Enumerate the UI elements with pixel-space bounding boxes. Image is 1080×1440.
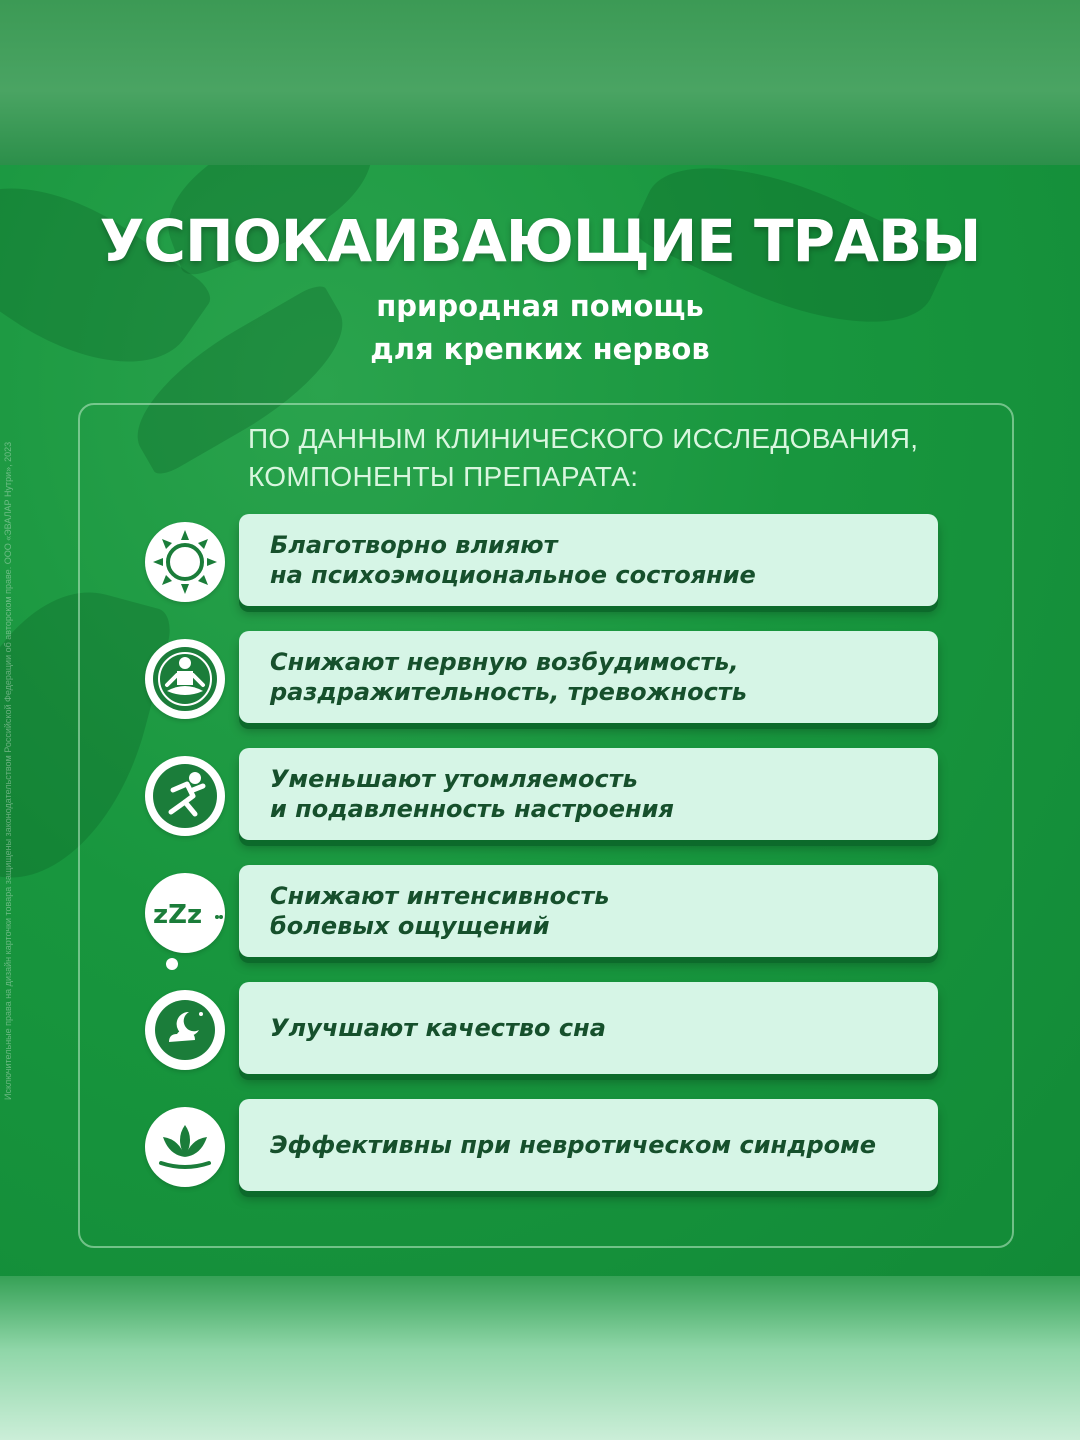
intro-line: КОМПОНЕНТЫ ПРЕПАРАТА:: [248, 461, 639, 492]
benefit-row: [0, 631, 1080, 726]
zzz-sleep-icon: [145, 873, 225, 953]
benefit-line: Снижают интенсивность: [270, 882, 610, 910]
benefit-card: [239, 865, 938, 957]
subtitle-line: природная помощь: [376, 289, 704, 323]
benefit-row: [0, 982, 1080, 1077]
intro-text: [248, 420, 1008, 496]
benefit-text: [239, 647, 747, 707]
intro-line: ПО ДАННЫМ КЛИНИЧЕСКОГО ИССЛЕДОВАНИЯ,: [248, 423, 919, 454]
benefit-card: [239, 982, 938, 1074]
benefit-line: Эффективны при невротическом синдроме: [270, 1131, 877, 1159]
benefit-line: Улучшают качество сна: [270, 1014, 606, 1042]
page-title: УСПОКАИВАЮЩИЕ ТРАВЫ: [99, 207, 981, 275]
bottom-blur-band: [0, 1276, 1080, 1440]
benefit-line: раздражительность, тревожность: [270, 678, 747, 706]
sun-icon: [145, 522, 225, 602]
copyright-notice: [3, 1086, 763, 1100]
benefit-card: [239, 1099, 938, 1191]
svg-text:zZz: zZz: [153, 900, 203, 930]
benefit-row: [0, 1099, 1080, 1194]
benefit-line: Благотворно влияют: [270, 531, 558, 559]
benefit-text: [239, 530, 756, 590]
benefit-text: [239, 764, 674, 824]
benefit-row: [0, 748, 1080, 843]
running-person-icon: [145, 756, 225, 836]
benefit-line: Уменьшают утомляемость: [270, 765, 638, 793]
poster: [0, 165, 1080, 1276]
benefit-line: Снижают нервную возбудимость,: [270, 648, 739, 676]
benefit-line: и подавленность настроения: [270, 795, 674, 823]
benefit-row: [0, 865, 1080, 960]
benefit-text: [239, 1130, 876, 1160]
subtitle-line: для крепких нервов: [370, 332, 710, 366]
benefit-card: [239, 748, 938, 840]
page-subtitle: [0, 285, 1080, 371]
thought-bubble-icon: [166, 958, 178, 970]
benefit-line: болевых ощущений: [270, 912, 550, 940]
benefit-row: [0, 514, 1080, 609]
benefit-card: [239, 514, 938, 606]
benefit-line: на психоэмоциональное состояние: [270, 561, 756, 589]
meditation-icon: [145, 639, 225, 719]
benefit-text: [239, 1013, 606, 1043]
top-blur-band: [0, 0, 1080, 165]
moon-cloud-icon: [145, 990, 225, 1070]
lotus-icon: [145, 1107, 225, 1187]
benefit-card: [239, 631, 938, 723]
benefit-text: [239, 881, 609, 941]
